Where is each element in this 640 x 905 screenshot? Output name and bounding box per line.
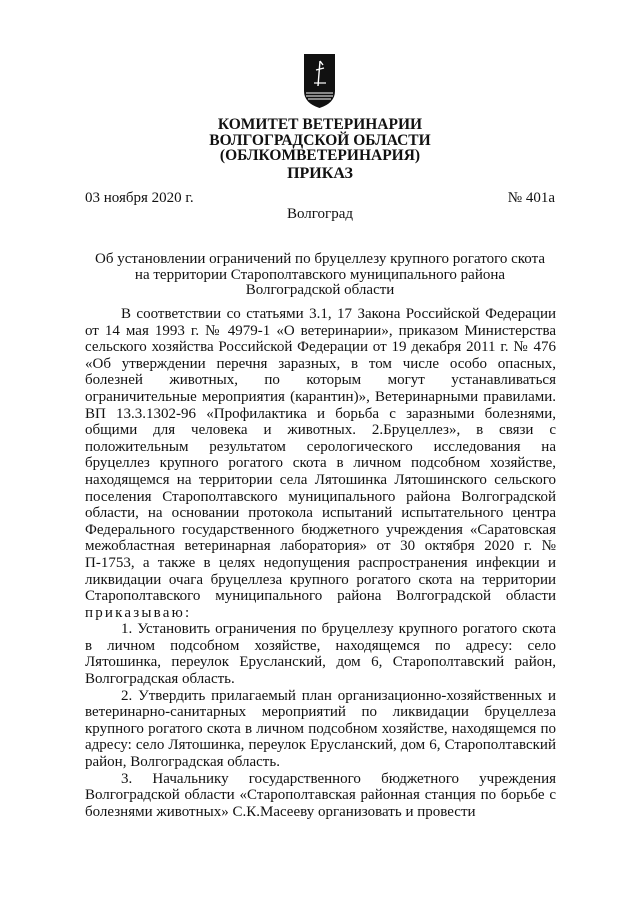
title-line-1: Об установлении ограничений по бруцеллезу крупного рогатого скота (95, 251, 545, 267)
order-date: 03 ноября 2020 г. (85, 190, 194, 206)
item-2-paragraph: 2. Утвердить прилагаемый план организационно-хозяйственных и ветеринарно-санитарных мероприятий по ликвидации бруцеллеза крупного рогатого скота в личном подсобном хозяйстве, находящемся по адресу: село Лятошинка, переулок Ерусланский, дом 6, Старополтавский район, Волгоградская область. (85, 687, 556, 771)
document-title (85, 252, 555, 299)
preamble-paragraph (85, 306, 556, 621)
document-type: ПРИКАЗ (287, 165, 353, 182)
title-line-3: Волгоградской области (245, 282, 395, 298)
org-line-2: ВОЛГОГРАДСКОЙ ОБЛАСТИ (209, 131, 431, 149)
item-1-paragraph: 1. Установить ограничения по бруцеллезу крупного рогатого скота в личном подсобном хозяйстве, находящемся по адресу: село Лятошинка, переулок Ерусланский, дом 6, Старополтавский район, Волгоградская область. (85, 621, 556, 688)
coat-of-arms-icon (303, 53, 336, 109)
title-line-2: на территории Старополтавского муниципального района (134, 266, 506, 283)
item-3-paragraph: 3. Начальнику государственного бюджетного учреждения Волгоградской области «Старополтавская районная станция по борьбе с болезнями животных» С.К.Масееву организовать и провести (85, 770, 556, 820)
document-body (85, 306, 556, 820)
org-line-1: КОМИТЕТ ВЕТЕРИНАРИИ (217, 116, 423, 133)
order-city: Волгоград (286, 206, 353, 222)
order-keyword: приказываю: (85, 604, 192, 621)
order-number: № 401а (507, 190, 555, 206)
preamble-text: В соответствии со статьями 3.1, 17 Закона Российской Федерации от 14 мая 1993 г. № 4979-1 «О ветеринарии», приказом Министерства сельского хозяйства Российской Федерации от 19 декабря 2011 г. № 476 «Об утверждении перечня заразных, в том числе особо опасных, болезней животных, по которым могут устанавливаться ограничительные мероприятия (карантин)», Ветеринарными правилами. ВП 13.3.1302-96 «Профилактика и борьба с заразными болезнями, общими для человека и животных. 2.Бруцеллез», в связи с положительным результатом серологического исследования на бруцеллез крупного рогатого скота в личном подсобном хозяйстве, находящемся на территории села Лятошинка Лятошинского сельского поселения Старополтавского муниципального района Волгоградской области, на основании протокола испытаний испытательного центра Федерального государственного бюджетного учреждения «Саратовская межобластная ветеринарная лаборатория» от 30 октября 2020 г. № П-1753, а также в целях недопущения распространения инфекции и ликвидации очага бруцеллеза крупного рогатого скота на территории Старополтавского муниципального района Волгоградской области (85, 306, 556, 605)
organization-name (0, 117, 640, 164)
org-line-3: (ОБЛКОМВЕТЕРИНАРИЯ) (219, 147, 421, 164)
